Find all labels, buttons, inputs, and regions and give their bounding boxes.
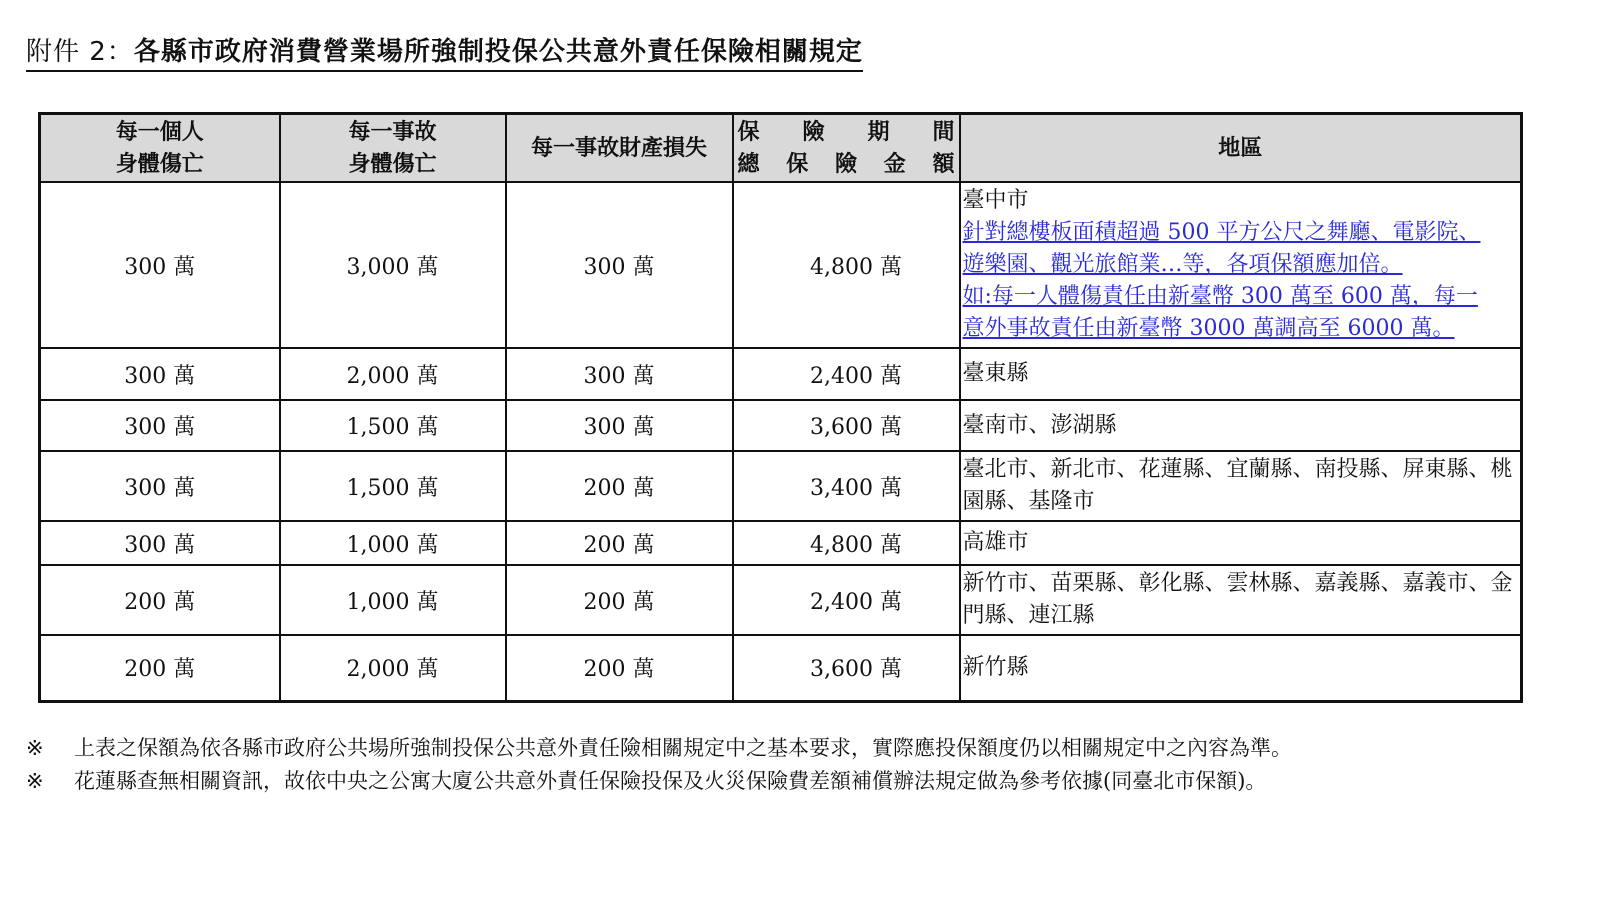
cell-accident: 1,000 萬 <box>280 565 506 635</box>
cell-property: 300 萬 <box>506 400 733 451</box>
cell-accident: 3,000 萬 <box>280 182 506 348</box>
cell-person: 300 萬 <box>40 451 280 521</box>
table-row <box>40 451 1522 521</box>
table-row <box>40 400 1522 451</box>
cell-property: 300 萬 <box>506 182 733 348</box>
table-row <box>40 521 1522 565</box>
cell-region <box>960 182 1522 348</box>
cell-total: 4,800 萬 <box>733 521 960 565</box>
header-per-accident: 每一事故 身體傷亡 <box>280 114 506 183</box>
header-total-line1: 保 險 期 間 <box>737 119 955 145</box>
insurance-table <box>38 112 1523 703</box>
footnote <box>26 732 1292 762</box>
cell-region: 臺東縣 <box>960 348 1522 400</box>
cell-person: 200 萬 <box>40 635 280 701</box>
cell-total: 4,800 萬 <box>733 182 960 348</box>
cell-region: 高雄市 <box>960 521 1522 565</box>
table-header-row <box>40 114 1522 183</box>
table-row <box>40 348 1522 400</box>
cell-property: 200 萬 <box>506 521 733 565</box>
cell-accident: 1,000 萬 <box>280 521 506 565</box>
cell-total: 3,600 萬 <box>733 635 960 701</box>
cell-total: 2,400 萬 <box>733 565 960 635</box>
title-prefix: 附件 2： <box>26 37 134 67</box>
footnote <box>26 765 1266 795</box>
header-property-loss: 每一事故財產損失 <box>506 114 733 183</box>
cell-region: 新竹市、苗栗縣、彰化縣、雲林縣、嘉義縣、嘉義市、金門縣、連江縣 <box>960 565 1522 635</box>
cell-accident: 1,500 萬 <box>280 400 506 451</box>
header-total-amount <box>733 114 960 183</box>
reference-mark-icon: ※ <box>26 736 44 760</box>
cell-property: 300 萬 <box>506 348 733 400</box>
cell-region: 臺北市、新北市、花蓮縣、宜蘭縣、南投縣、屏東縣、桃園縣、基隆市 <box>960 451 1522 521</box>
header-region: 地區 <box>960 114 1522 183</box>
region-name: 臺中市 <box>962 188 1029 213</box>
page-title <box>26 31 863 72</box>
cell-person: 300 萬 <box>40 348 280 400</box>
cell-person: 300 萬 <box>40 182 280 348</box>
cell-property: 200 萬 <box>506 635 733 701</box>
footnote-text: 上表之保額為依各縣市政府公共場所強制投保公共意外責任險相關規定中之基本要求，實際應投保額度仍以相關規定中之內容為準。 <box>74 736 1292 760</box>
cell-total: 3,600 萬 <box>733 400 960 451</box>
title-main: 各縣市政府消費營業場所強制投保公共意外責任保險相關規定 <box>133 37 863 67</box>
cell-person: 200 萬 <box>40 565 280 635</box>
header-per-person: 每一個人 身體傷亡 <box>40 114 280 183</box>
table-row <box>40 635 1522 701</box>
cell-person: 300 萬 <box>40 521 280 565</box>
cell-accident: 1,500 萬 <box>280 451 506 521</box>
footnote-text: 花蓮縣查無相關資訊，故依中央之公寓大廈公共意外責任保險投保及火災保險費差額補償辦法規定做為參考依據(同臺北市保額)。 <box>74 769 1267 793</box>
cell-total: 2,400 萬 <box>733 348 960 400</box>
table-row <box>40 565 1522 635</box>
header-total-line2: 總 保 險 金 額 <box>737 151 955 177</box>
table-row <box>40 182 1522 348</box>
cell-property: 200 萬 <box>506 565 733 635</box>
cell-total: 3,400 萬 <box>733 451 960 521</box>
cell-region: 新竹縣 <box>960 635 1522 701</box>
cell-region: 臺南市、澎湖縣 <box>960 400 1522 451</box>
reference-mark-icon: ※ <box>26 769 44 793</box>
cell-property: 200 萬 <box>506 451 733 521</box>
cell-accident: 2,000 萬 <box>280 635 506 701</box>
region-note-link[interactable]: 針對總樓板面積超過 500 平方公尺之舞廳、電影院、 遊樂園、觀光旅館業…等，各項保額應加倍。 如:每一人體傷責任由新臺幣 300 萬至 600 萬，每一 意外事故責任由新臺幣 3000 萬調高至 6000 萬。 <box>962 220 1481 341</box>
cell-person: 300 萬 <box>40 400 280 451</box>
cell-accident: 2,000 萬 <box>280 348 506 400</box>
